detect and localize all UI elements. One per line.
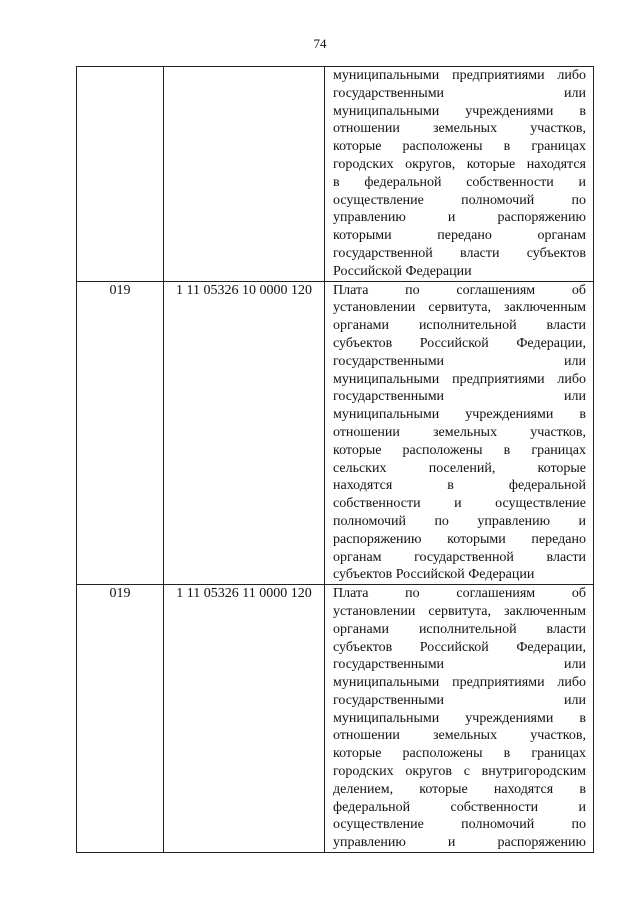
name-line: Плата по соглашениям об <box>333 586 586 602</box>
name-line: муниципальными предприятиями либо <box>333 371 586 387</box>
name-line: отношении земельных участков, <box>333 424 586 440</box>
name-line: отношении земельных участков, <box>333 121 586 137</box>
name-line: федеральной собственности и <box>333 799 586 815</box>
revenue-name-cell <box>325 585 594 853</box>
admin-code-cell: 019 <box>77 281 164 585</box>
name-line: управлению и распоряжению <box>333 835 586 851</box>
name-line: осуществление полномочий по <box>333 192 586 208</box>
name-line: полномочий по управлению и <box>333 513 586 529</box>
name-line: которые расположены в границах <box>333 746 586 762</box>
name-line: муниципальными учреждениями в <box>333 710 586 726</box>
table-row <box>77 281 594 585</box>
name-line: государственными или <box>333 353 586 369</box>
name-line: субъектов Российской Федерации, <box>333 639 586 655</box>
name-line: осуществление полномочий по <box>333 817 586 833</box>
name-line: муниципальными предприятиями либо <box>333 68 586 83</box>
admin-code-cell <box>77 67 164 282</box>
revenue-name-cell <box>325 67 594 282</box>
table-row <box>77 585 594 853</box>
name-line: муниципальными учреждениями в <box>333 103 586 119</box>
name-line: органам государственной власти <box>333 549 586 565</box>
name-line: субъектов Российской Федерации, <box>333 335 586 351</box>
table-row <box>77 67 594 282</box>
name-line: субъектов Российской Федерации <box>333 567 535 583</box>
name-line: в федеральной собственности и <box>333 174 586 190</box>
name-line: которые расположены в границах <box>333 442 586 458</box>
admin-code-cell: 019 <box>77 585 164 853</box>
name-line: государственными или <box>333 389 586 405</box>
budget-revenue-table <box>76 66 594 853</box>
name-line: управлению и распоряжению <box>333 210 586 226</box>
name-line: государственными или <box>333 692 586 708</box>
name-line: установлении сервитута, заключенным <box>333 603 586 619</box>
name-line: которые расположены в границах <box>333 139 586 155</box>
name-line: государственными или <box>333 85 586 101</box>
name-line: муниципальными предприятиями либо <box>333 675 586 691</box>
name-line: государственной власти субъектов <box>333 245 586 261</box>
name-line: органами исполнительной власти <box>333 318 586 334</box>
name-line: делением, которые находятся в <box>333 781 586 797</box>
name-line: государственными или <box>333 657 586 673</box>
name-line: находятся в федеральной <box>333 478 586 494</box>
name-line: распоряжению которыми передано <box>333 531 586 547</box>
kbk-code-cell <box>164 67 325 282</box>
name-line: Плата по соглашениям об <box>333 282 586 298</box>
kbk-code-cell: 1 11 05326 11 0000 120 <box>164 585 325 853</box>
kbk-code-cell: 1 11 05326 10 0000 120 <box>164 281 325 585</box>
name-line: сельских поселений, которые <box>333 460 586 476</box>
name-line: муниципальными учреждениями в <box>333 407 586 423</box>
name-line: городских округов, которые находятся <box>333 156 586 172</box>
name-line: городских округов с внутригородским <box>333 764 586 780</box>
name-line: органами исполнительной власти <box>333 621 586 637</box>
name-line: которыми передано органам <box>333 228 586 244</box>
page-number: 74 <box>313 36 327 51</box>
name-line: отношении земельных участков, <box>333 728 586 744</box>
revenue-name-cell <box>325 281 594 585</box>
name-line: установлении сервитута, заключенным <box>333 300 586 316</box>
name-line: собственности и осуществление <box>333 496 586 512</box>
name-line: Российской Федерации <box>333 263 472 279</box>
